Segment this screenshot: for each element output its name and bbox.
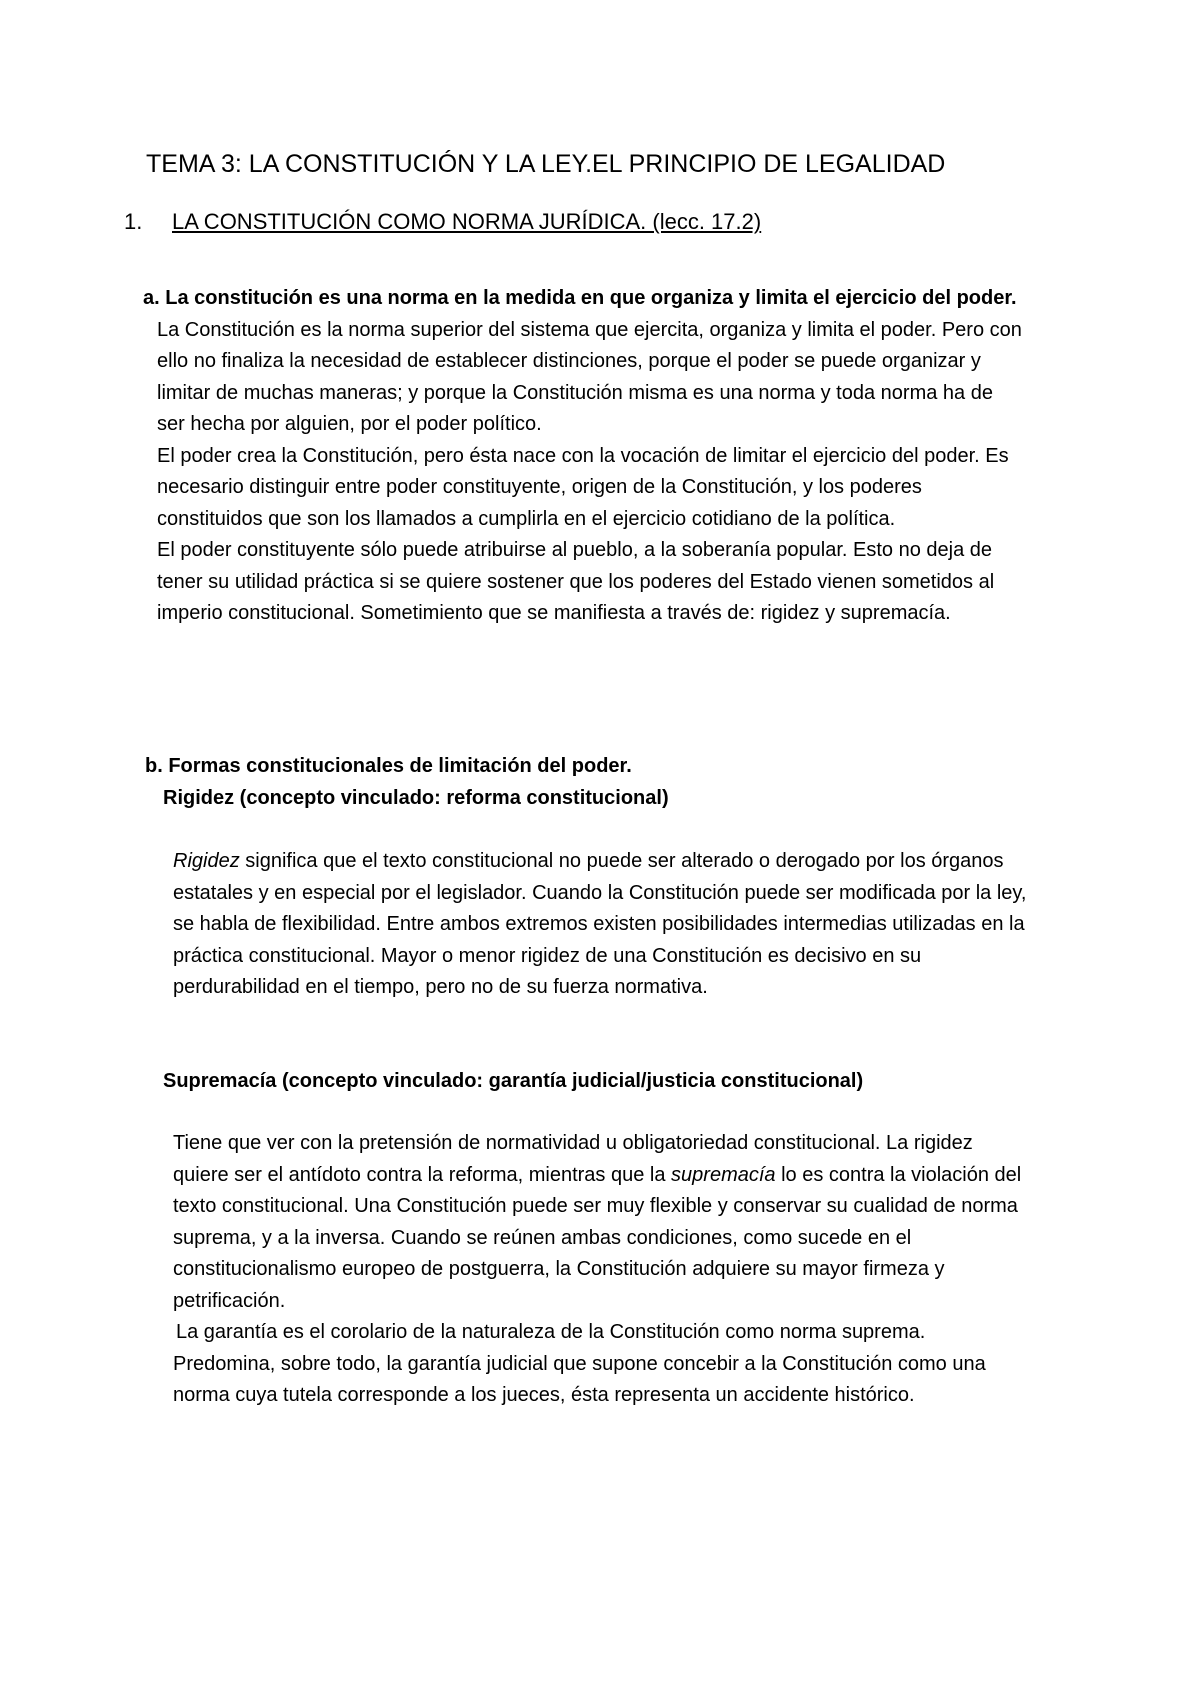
subsection-b-heading: b. Formas constitucionales de limitación del poder. — [145, 755, 632, 777]
supremacia-term: supremacía — [671, 1163, 776, 1186]
supremacia-text-before: Tiene que ver con la pretensión de normatividad u obligatoriedad constitucional. La rigidez quiere ser el antídoto contra la reforma, mientras que la — [173, 1132, 973, 1186]
supremacia-heading: Supremacía (concepto vinculado: garantía judicial/justicia constitucional) — [163, 1070, 864, 1092]
section-heading: LA CONSTITUCIÓN COMO NORMA JURÍDICA. (lecc. 17.2) — [172, 209, 762, 234]
supremacia-paragraphs — [173, 1128, 1033, 1412]
supremacia-heading-block — [163, 1066, 1043, 1098]
rigidez-paragraph — [173, 846, 1028, 1004]
document-title: TEMA 3: LA CONSTITUCIÓN Y LA LEY.EL PRINCIPIO DE LEGALIDAD — [146, 150, 946, 178]
subsection-b — [145, 751, 1025, 814]
rigidez-term: Rigidez — [173, 850, 240, 872]
supremacia-text-after: lo es contra la violación del texto constitucional. Una Constitución puede ser muy flexible y conservar su cualidad de norma suprema, y a la inversa. Cuando se reúnen ambas condiciones, como sucede en el constitucionalismo europeo de postguerra, la Constitución adquiere su mayor firmeza y petrificación. — [173, 1163, 1022, 1312]
section-number: 1. — [124, 209, 143, 234]
subsection-a-paragraph-3: El poder constituyente sólo puede atribuirse al pueblo, a la soberanía popular. Esto no deja de tener su utilidad práctica si se quiere sostener que los poderes del Estado vienen sometidos al imperio constitucional. Sometimiento que se manifiesta a través de: rigidez y supremacía. — [157, 539, 995, 624]
rigidez-heading: Rigidez (concepto vinculado: reforma constitucional) — [163, 786, 669, 809]
subsection-a-paragraph-2: El poder crea la Constitución, pero ésta nace con la vocación de limitar el ejercicio del poder. Es necesario distinguir entre poder constituyente, origen de la Constitución, y los poderes constituidos que son los llamados a cumplirla en el ejercicio cotidiano de la política. — [157, 444, 1009, 530]
rigidez-text: significa que el texto constitucional no puede ser alterado o derogado por los órganos estatales y en especial por el legislador. Cuando la Constitución puede ser modificada por la ley, se habla de flexibilidad. Entre ambos extremos existen posibilidades intermedias utilizadas en la práctica constitucional. Mayor o menor rigidez de una Constitución es decisivo en su perdurabilidad en el tiempo, pero no de su fuerza normativa. — [173, 850, 1027, 998]
subsection-a — [145, 283, 1025, 630]
garantia-paragraph: La garantía es el corolario de la naturaleza de la Constitución como norma suprema. Predomina, sobre todo, la garantía judicial que supone concebir a la Constitución como una norma cuya tutela corresponde a los jueces, ésta representa un accidente histórico. — [173, 1321, 986, 1406]
subsection-a-paragraph-1: La Constitución es la norma superior del sistema que ejercita, organiza y limita el poder. Pero con ello no finaliza la necesidad de establecer distinciones, porque el poder se puede organizar y limitar de muchas maneras; y porque la Constitución misma es una norma y toda norma ha de ser hecha por alguien, por el poder político. — [157, 318, 1022, 435]
subsection-a-heading: a. La constitución es una norma en la medida en que organiza y limita el ejercicio del poder. — [143, 287, 1017, 309]
